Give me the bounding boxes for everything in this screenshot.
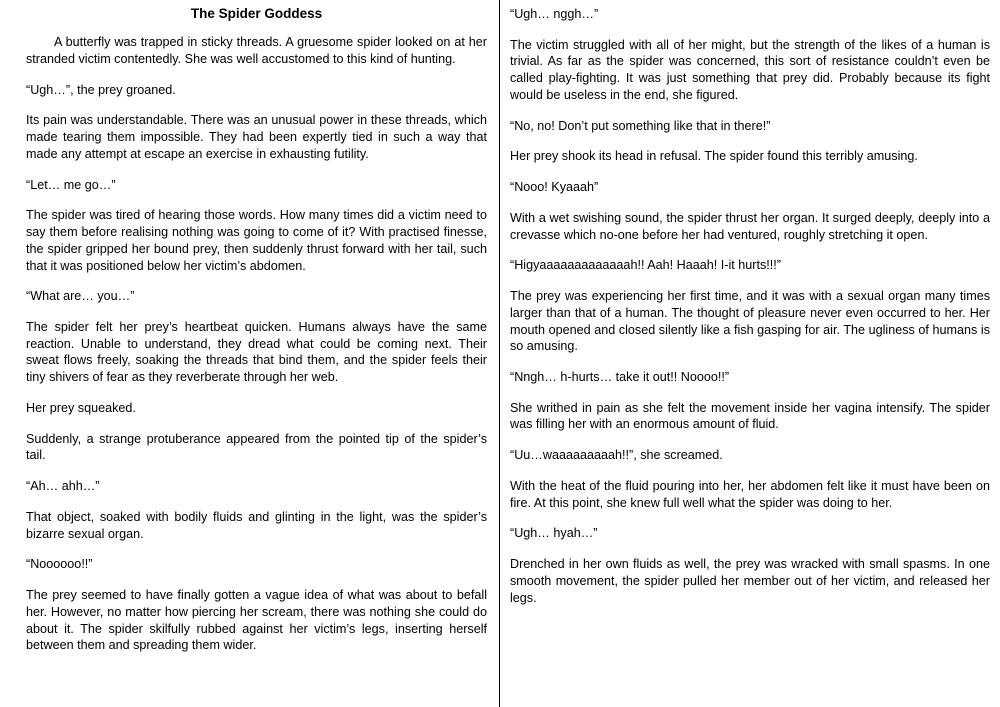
paragraph: Its pain was understandable. There was an unusual power in these threads, which made tearing them impossible. They had been expertly tied in such a way that made any attempt at escape an exercise in exhausting futility.	[26, 113, 487, 161]
paragraph: “Ugh…”, the prey groaned.	[26, 82, 176, 97]
paragraph: She writhed in pain as she felt the movement inside her vagina intensify. The spider was filling her with an enormous amount of fluid.	[510, 400, 990, 432]
paragraph: With a wet swishing sound, the spider thrust her organ. It surged deeply, deeply into a crevasse which no-one before her had ventured, roughly stretching it open.	[510, 210, 990, 242]
paragraph: Her prey shook its head in refusal. The spider found this terribly amusing.	[510, 149, 918, 164]
paragraph: “Uu…waaaaaaaaah!!”, she screamed.	[510, 448, 723, 463]
paragraph: “Let… me go…”	[26, 177, 116, 192]
paragraph: The victim struggled with all of her might, but the strength of the likes of a human is trivial. As far as the spider was concerned, this sort of resistance couldn’t even be called play-fighting. It was just something that prey did. Probably because its fight would be useless in the end, she figured.	[510, 37, 990, 102]
paragraph: “Nngh… h-hurts… take it out!! Noooo!!”	[510, 370, 730, 385]
paragraph: That object, soaked with bodily fluids and glinting in the light, was the spider’s bizarre sexual organ.	[26, 509, 487, 541]
paragraph: Drenched in her own fluids as well, the prey was wracked with small spasms. In one smooth movement, the spider pulled her member out of her victim, and released her legs.	[510, 557, 990, 605]
paragraph: “Noooooo!!”	[26, 557, 93, 572]
paragraph: Her prey squeaked.	[26, 400, 136, 415]
paragraph: A butterfly was trapped in sticky threads. A gruesome spider looked on at her stranded victim contentedly. She was well accustomed to this kind of hunting.	[26, 35, 487, 66]
paragraph: The spider felt her prey’s heartbeat quicken. Humans always have the same reaction. Unable to understand, they dread what could be coming next. Their sweat flows freely, soaking the threads that bind them, and the spider feels their tiny shivers of fear as they reverberate through her web.	[26, 320, 487, 385]
paragraph: “What are… you…”	[26, 289, 135, 304]
paragraph: “Nooo! Kyaaah”	[510, 180, 599, 195]
paragraph: “Higyaaaaaaaaaaaaah!! Aah! Haaah! I-it hurts!!!”	[510, 258, 781, 273]
paragraph: The prey seemed to have finally gotten a vague idea of what was about to befall her. However, no matter how piercing her scream, there was nothing she could do about it. The spider skilfully rubbed against her victim’s legs, inserting herself between them and spreading them wider.	[26, 588, 487, 653]
paragraph: The prey was experiencing her first time, and it was with a sexual organ many times larger than that of a human. The thought of pleasure never even occurred to her. Her mouth opened and closed silently like a fish gasping for air. The ugliness of humans is so amusing.	[510, 289, 990, 354]
paragraph: With the heat of the fluid pouring into her, her abdomen felt like it must have been on fire. At this point, she knew full well what the spider was doing to her.	[510, 478, 990, 510]
paragraph: “Ugh… nggh…”	[510, 7, 599, 21]
paragraph: Suddenly, a strange protuberance appeared from the pointed tip of the spider’s tail.	[26, 431, 487, 463]
page-title: The Spider Goddess	[190, 6, 323, 21]
paragraph: “No, no! Don’t put something like that in there!”	[510, 118, 771, 133]
paragraph: “Ugh… hyah…”	[510, 526, 598, 541]
paragraph: The spider was tired of hearing those words. How many times did a victim need to say them before realising nothing was going to come of it? With practised finesse, the spider gripped her bound prey, then suddenly thrust forward with her tail, such that it was positioned below her victim’s abdomen.	[26, 208, 487, 273]
right-column	[500, 0, 1000, 707]
paragraph: “Ah… ahh…”	[26, 479, 100, 494]
